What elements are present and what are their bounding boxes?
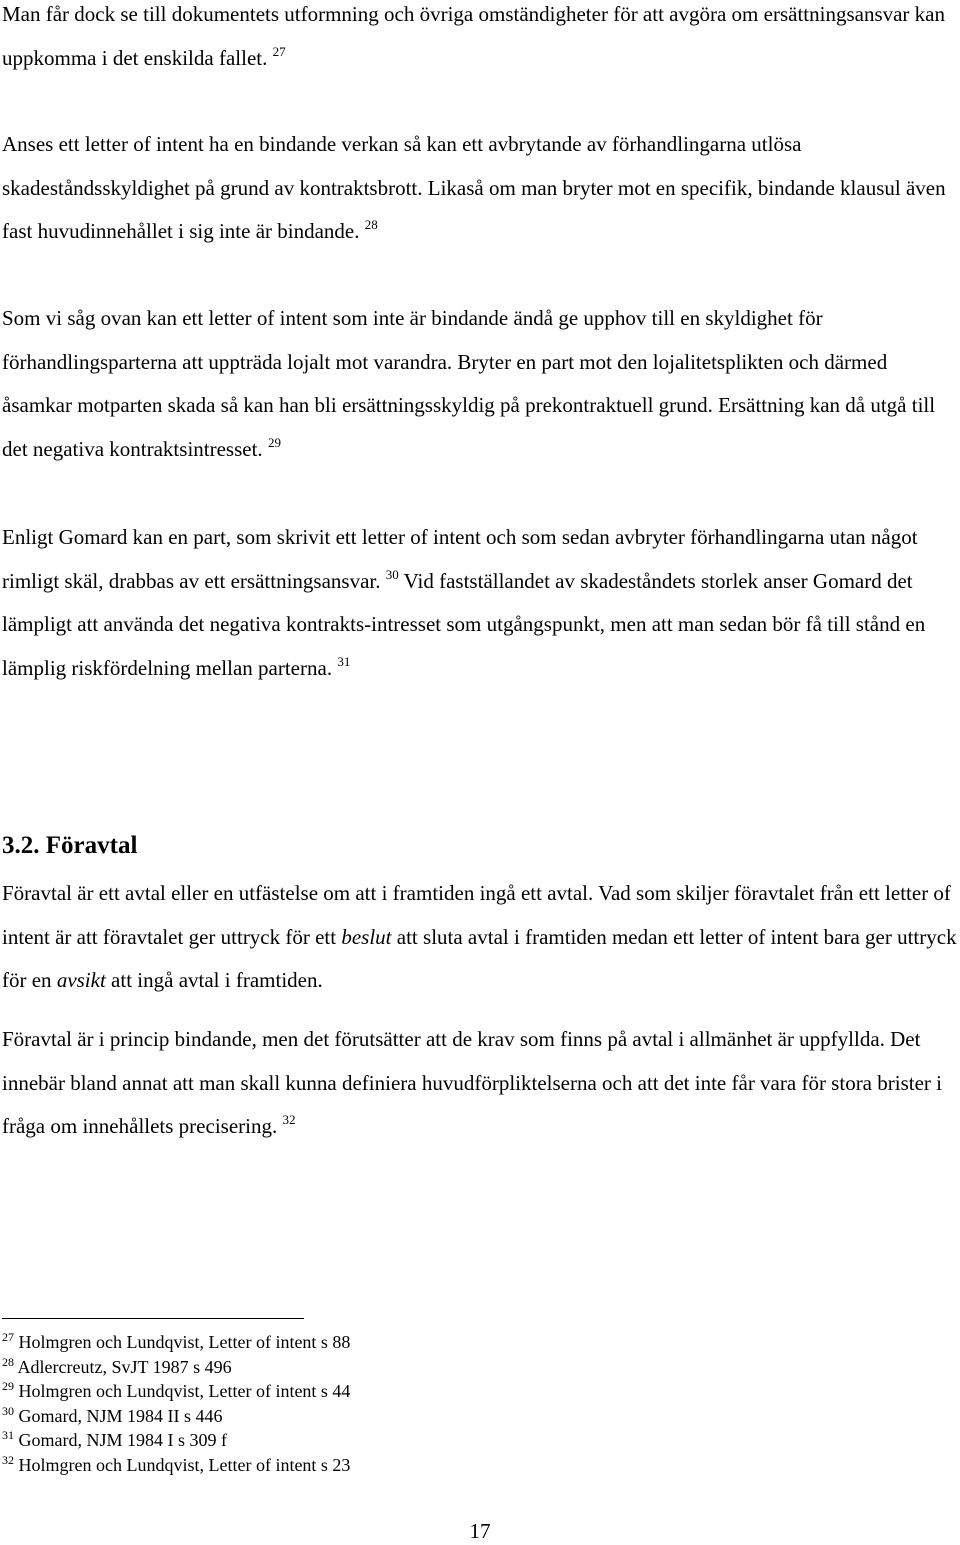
paragraph-4 bbox=[2, 516, 958, 690]
footnote-number: 32 bbox=[2, 1452, 14, 1467]
footnotes bbox=[2, 1330, 350, 1477]
footnote-number: 30 bbox=[2, 1403, 14, 1418]
emphasis-avsikt: avsikt bbox=[56, 968, 106, 992]
paragraph-1-text: Man får dock se till dokumentets utformning och övriga omständigheter för att avgöra om ersättningsansvar kan uppkomma i det enskilda fallet. bbox=[2, 2, 946, 70]
page-number: 17 bbox=[469, 1519, 491, 1543]
paragraph-3 bbox=[2, 297, 958, 471]
footnote bbox=[2, 1330, 350, 1355]
footnote-ref-27[interactable]: 27 bbox=[272, 43, 286, 59]
section-paragraph-1-part2: att sluta avtal i framtiden medan ett letter of intent bara ger uttryck för en bbox=[2, 924, 957, 992]
footnote-number: 27 bbox=[2, 1330, 14, 1344]
footnote-ref-29[interactable]: 29 bbox=[267, 434, 281, 450]
footnote bbox=[2, 1453, 350, 1478]
footnote-separator bbox=[2, 1318, 304, 1319]
footnote-ref-28[interactable]: 28 bbox=[364, 217, 378, 232]
footnote-text: Holmgren och Lundqvist, Letter of intent s 23 bbox=[18, 1454, 351, 1475]
footnote-text: Gomard, NJM 1984 II s 446 bbox=[18, 1405, 223, 1426]
footnote-ref-31[interactable]: 31 bbox=[337, 653, 351, 669]
footnote-text: Adlercreutz, SvJT 1987 s 496 bbox=[17, 1356, 232, 1377]
paragraph-1 bbox=[2, 0, 958, 80]
footnote-ref-32[interactable]: 32 bbox=[282, 1112, 296, 1127]
footnote-text: Holmgren och Lundqvist, Letter of intent s 44 bbox=[18, 1381, 351, 1401]
paragraph-2 bbox=[2, 123, 958, 254]
paragraph-2-text: Anses ett letter of intent ha en bindande verkan så kan ett avbrytande av förhandlingarna utlösa skadeståndsskyldighet på grund av kontraktsbrott. Likaså om man bryter mot en specifik, bindande klausul även fast huvudinnehållet i sig inte är bindande. bbox=[2, 132, 946, 243]
footnote bbox=[2, 1355, 350, 1380]
footnote-number: 28 bbox=[2, 1354, 14, 1369]
paragraph-4-text-a: Enligt Gomard kan en part, som skrivit ett letter of intent och som sedan avbryter förhandlingarna utan något rimligt skäl, drabbas av ett ersättningsansvar. bbox=[2, 525, 918, 593]
footnote bbox=[2, 1428, 350, 1453]
section-paragraph-1 bbox=[2, 872, 958, 1003]
footnote-number: 31 bbox=[2, 1428, 14, 1442]
section-heading: 3.2. Föravtal bbox=[2, 832, 138, 859]
footnote-text: Holmgren och Lundqvist, Letter of intent s 88 bbox=[18, 1332, 351, 1352]
footnote-text: Gomard, NJM 1984 I s 309 f bbox=[18, 1430, 227, 1450]
paragraph-4-text-b: Vid fastställandet av skadeståndets storlek anser Gomard det lämpligt att använda det negativa kontrakts-intresset som utgångspunkt, men att man sedan bör få till stånd en lämplig riskfördelning mellan parterna. bbox=[2, 568, 926, 680]
section-paragraph-2-text: Föravtal är i princip bindande, men det förutsätter att de krav som finns på avtal i allmänhet är uppfyllda. Det innebär bland annat att man skall kunna definiera huvudförpliktelserna och att det inte får vara för stora brister i fråga om innehållets precisering. bbox=[2, 1027, 942, 1138]
footnote bbox=[2, 1404, 350, 1429]
section-paragraph-1-part1: Föravtal är ett avtal eller en utfästelse om att i framtiden ingå ett avtal. Vad som skiljer föravtalet från ett letter of intent är att föravtalet ger uttryck för ett bbox=[2, 881, 951, 949]
paragraph-3-text: Som vi såg ovan kan ett letter of intent som inte är bindande ändå ge upphov till en skyldighet för förhandlingsparterna att uppträda lojalt mot varandra. Bryter en part mot den lojalitetsplikten och därmed åsamkar motparten skada så kan han bli ersättningsskyldig på prekontraktuell grund. Ersättning kan då utgå till det negativa kontraktsintresset. bbox=[2, 306, 936, 461]
emphasis-beslut: beslut bbox=[341, 924, 392, 949]
footnote-number: 29 bbox=[2, 1379, 14, 1393]
section-paragraph-1-part3: att ingå avtal i framtiden. bbox=[105, 968, 323, 992]
footnote-ref-30[interactable]: 30 bbox=[385, 566, 399, 582]
footnote bbox=[2, 1379, 350, 1404]
section-paragraph-2 bbox=[2, 1018, 958, 1149]
